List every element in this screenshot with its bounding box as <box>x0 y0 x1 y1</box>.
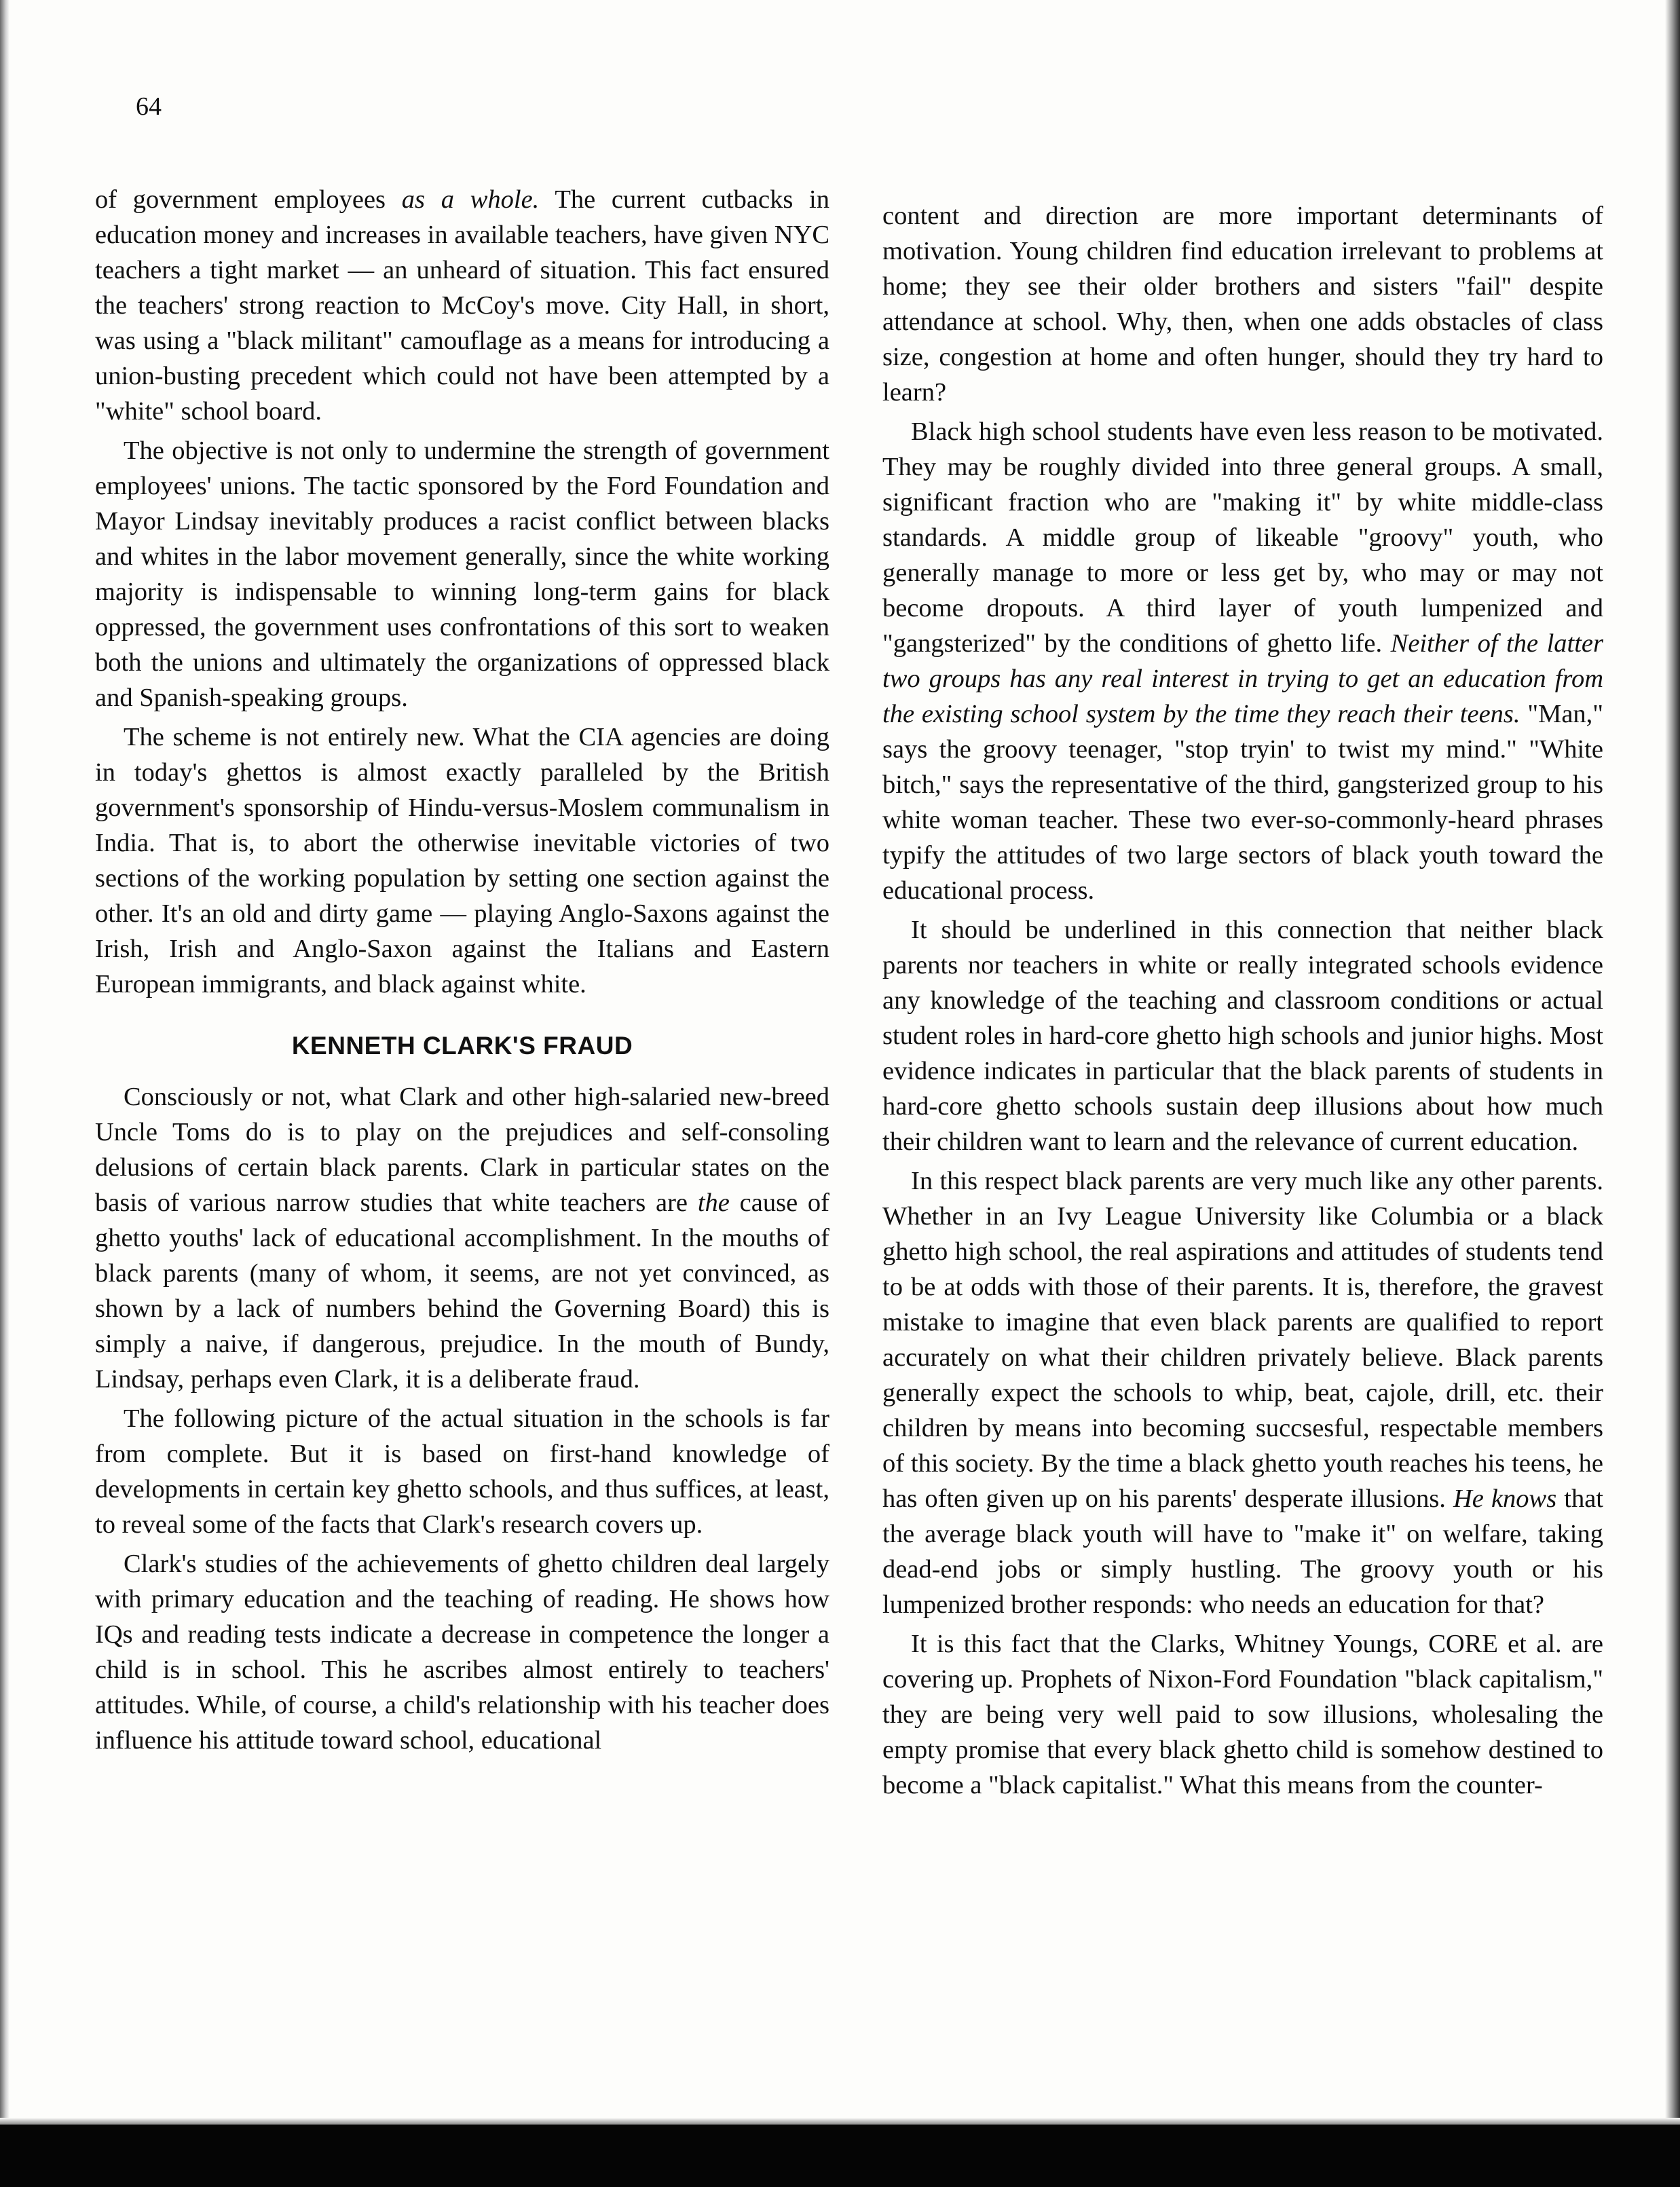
paragraph-text: Consciously or not, what Clark and other high-salaried new-breed Uncle Toms do is to play on the prejudices and self-consoling delusions of certain black parents. Clark in particular states on the basis of various narrow studies that white teachers are <box>95 1083 829 1217</box>
scan-left-edge <box>0 0 10 2187</box>
emphasis-text: Neither of the latter two groups has any real interest in trying to get an education from the existing school system by the time they reach their teens. <box>882 629 1604 728</box>
paragraph-text: "Man," says the groovy teenager, "stop tryin' to twist my mind." "White bitch," says the representative of the third, gangsterized group to his white woman teacher. These two ever-so-commonly-heard phrases typify the attitudes of two large sectors of black youth toward the educational process. <box>882 700 1604 905</box>
paragraph: It is this fact that the Clarks, Whitney Youngs, CORE et al. are covering up. Prophets of Nixon-Ford Foundation "black capitalism," they are being very well paid to sow illusions, wholesaling the empty promise that every black ghetto child is somehow destined to become a "black capitalist." What this means from the counter- <box>882 1630 1603 1799</box>
paragraph <box>95 1079 829 1397</box>
paragraph: The scheme is not entirely new. What the CIA agencies are doing in today's ghettos is almost exactly paralleled by the British government's sponsorship of Hindu-versus-Moslem communalism in India. That is, to abort the otherwise inevitable victories of two sections of the working population by setting one section against the other. It's an old and dirty game — playing Anglo-Saxons against the Irish, Irish and Anglo-Saxon against the Italians and Eastern European immigrants, and black against white. <box>95 723 829 998</box>
scan-right-edge <box>1665 0 1680 2187</box>
paragraph-text: The current cutbacks in education money and increases in available teachers, have given NYC teachers a tight market — an unheard of situation. This fact ensured the teachers' strong reaction to McCoy's move. City Hall, in short, was using a "black militant" camouflage as a means for introducing a union-busting precedent which could not have been attempted by a "white" school board. <box>95 185 829 426</box>
paragraph: It should be underlined in this connection that neither black parents nor teachers in white or really integrated schools evidence any knowledge of the teaching and classroom conditions or actual student roles in hard-core ghetto high schools and junior highs. Most evidence indicates in particular that the black parents of students in hard-core ghetto schools sustain deep illusions about how much their children want to learn and the relevance of current education. <box>882 916 1603 1156</box>
page-number: 64 <box>136 92 162 121</box>
paragraph: Clark's studies of the achievements of ghetto children deal largely with primary education and the teaching of reading. He shows how IQs and reading tests indicate a decrease in competence the longer a child is in school. This he ascribes almost entirely to teachers' attitudes. While, of course, a child's relationship with his teacher does influence his attitude toward school, educational <box>95 1550 829 1755</box>
paragraph <box>882 414 1603 908</box>
paragraph-text: In this respect black parents are very much like any other parents. Whether in an Ivy League University like Columbia or a black ghetto high school, the real aspirations and attitudes of students tend to be at odds with those of their parents. It is, therefore, the gravest mistake to imagine that even black parents are qualified to report accurately on what their children privately believe. Black parents generally expect the schools to whip, beat, cajole, drill, etc. their children by means into becoming succsesful, respectable members of this society. By the time a black ghetto youth reaches his teens, he has often given up on his parents' desperate illusions. <box>882 1167 1603 1513</box>
paragraph-text: Black high school students have even less reason to be motivated. They may be roughly divided into three general groups. A small, significant fraction who are "making it" by white middle-class standards. A middle group of likeable "groovy" youth, who generally manage to more or less get by, who may or may not become dropouts. A third layer of youth lumpenized and "gangsterized" by the conditions of ghetto life. <box>882 417 1603 658</box>
paragraph-text: cause of ghetto youths' lack of educational accomplishment. In the mouths of black parents (many of whom, it seems, are not yet convinced, as shown by a lack of numbers behind the Governing Board) this is simply a naive, if dangerous, prejudice. In the mouth of Bundy, Lindsay, perhaps even Clark, it is a deliberate fraud. <box>95 1189 830 1394</box>
paragraph <box>95 182 829 429</box>
section-heading: KENNETH CLARK'S FRAUD <box>291 1032 633 1060</box>
left-column <box>95 182 829 1762</box>
paragraph <box>882 1163 1603 1622</box>
emphasis-text: as a whole. <box>401 185 540 214</box>
paragraph: The objective is not only to undermine the strength of government employees' unions. The tactic sponsored by the Ford Foundation and Mayor Lindsay inevitably produces a racist conflict between blacks and whites in the labor movement generally, since the white working majority is indispensable to winning long-term gains for black oppressed, the government uses confrontations of this sort to weaken both the unions and ultimately the organizations of oppressed black and Spanish-speaking groups. <box>95 436 829 712</box>
paragraph-text: that the average black youth will have to "make it" on welfare, taking dead-end jobs or simply hustling. The groovy youth or his lumpenized brother responds: who needs an education for that? <box>882 1484 1603 1619</box>
emphasis-text: the <box>697 1189 730 1217</box>
paragraph: content and direction are more important determinants of motivation. Young children find education irrelevant to problems at home; they see their older brothers and sisters "fail" despite attendance at school. Why, then, when one adds obstacles of class size, congestion at home and often hunger, should they try hard to learn? <box>882 202 1603 407</box>
right-column <box>882 198 1603 1807</box>
scan-bottom-shadow <box>0 2118 1680 2125</box>
paragraph: The following picture of the actual situation in the schools is far from complete. But it is based on first-hand knowledge of developments in certain key ghetto schools, and thus suffices, at least, to reveal some of the facts that Clark's research covers up. <box>95 1404 829 1539</box>
scan-bottom-band <box>0 2125 1680 2187</box>
paragraph-text: of government employees <box>95 185 386 214</box>
emphasis-text: He knows <box>1453 1484 1557 1513</box>
